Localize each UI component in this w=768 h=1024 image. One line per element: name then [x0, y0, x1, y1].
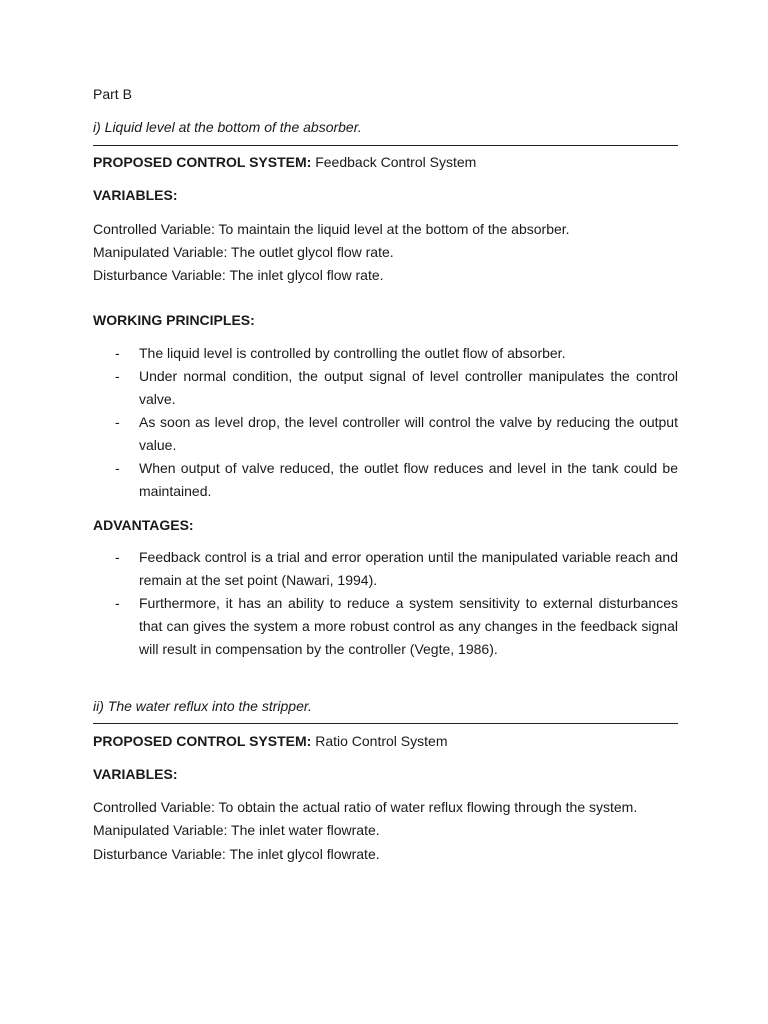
section-2-variables-heading: VARIABLES:: [93, 766, 178, 782]
bullet-dash: -: [115, 595, 120, 611]
section-2-proposed-system: [93, 733, 448, 749]
section-1-heading: i) Liquid level at the bottom of the absorber.: [93, 119, 362, 135]
working-principles-heading: WORKING PRINCIPLES:: [93, 312, 255, 328]
list-item: - The liquid level is controlled by controlling the outlet flow of absorber.: [93, 342, 678, 365]
part-label: Part B: [93, 86, 132, 102]
list-item: - Furthermore, it has an ability to reduce a system sensitivity to external disturbances that can gives the system a more robust control as any changes in the feedback signal will result in compensation by the controller (Vegte, 1986).: [93, 592, 678, 661]
list-item: - Feedback control is a trial and error operation until the manipulated variable reach and remain at the set point (Nawari, 1994).: [93, 546, 678, 592]
section-2-heading: ii) The water reflux into the stripper.: [93, 698, 312, 714]
proposed-system-value: Ratio Control System: [311, 733, 448, 749]
list-item: - When output of valve reduced, the outlet flow reduces and level in the tank could be maintained.: [93, 457, 678, 503]
bullet-dash: -: [115, 345, 120, 361]
bullet-dash: -: [115, 414, 120, 430]
section-1-proposed-system: [93, 154, 476, 170]
bullet-dash: -: [115, 460, 120, 476]
list-item: - As soon as level drop, the level controller will control the valve by reducing the output value.: [93, 411, 678, 457]
section-1-variables-heading: VARIABLES:: [93, 187, 178, 203]
section-2-manipulated-variable: Manipulated Variable: The inlet water flowrate.: [93, 822, 380, 838]
section-2-rule: [93, 723, 678, 724]
list-item: - Under normal condition, the output signal of level controller manipulates the control valve.: [93, 365, 678, 411]
section-1-disturbance-variable: Disturbance Variable: The inlet glycol flow rate.: [93, 267, 384, 283]
bullet-dash: -: [115, 549, 120, 565]
section-1-rule: [93, 145, 678, 146]
section-2-controlled-variable: Controlled Variable: To obtain the actual ratio of water reflux flowing through the system.: [93, 799, 638, 815]
proposed-system-label: PROPOSED CONTROL SYSTEM:: [93, 733, 312, 749]
section-1-controlled-variable: Controlled Variable: To maintain the liquid level at the bottom of the absorber.: [93, 221, 570, 237]
working-principles-list: [93, 342, 678, 503]
section-2-disturbance-variable: Disturbance Variable: The inlet glycol flowrate.: [93, 846, 380, 862]
advantages-heading: ADVANTAGES:: [93, 517, 194, 533]
advantages-list: [93, 546, 678, 661]
proposed-system-label: PROPOSED CONTROL SYSTEM:: [93, 154, 312, 170]
bullet-dash: -: [115, 368, 120, 384]
proposed-system-value: Feedback Control System: [311, 154, 477, 170]
section-1-manipulated-variable: Manipulated Variable: The outlet glycol flow rate.: [93, 244, 394, 260]
